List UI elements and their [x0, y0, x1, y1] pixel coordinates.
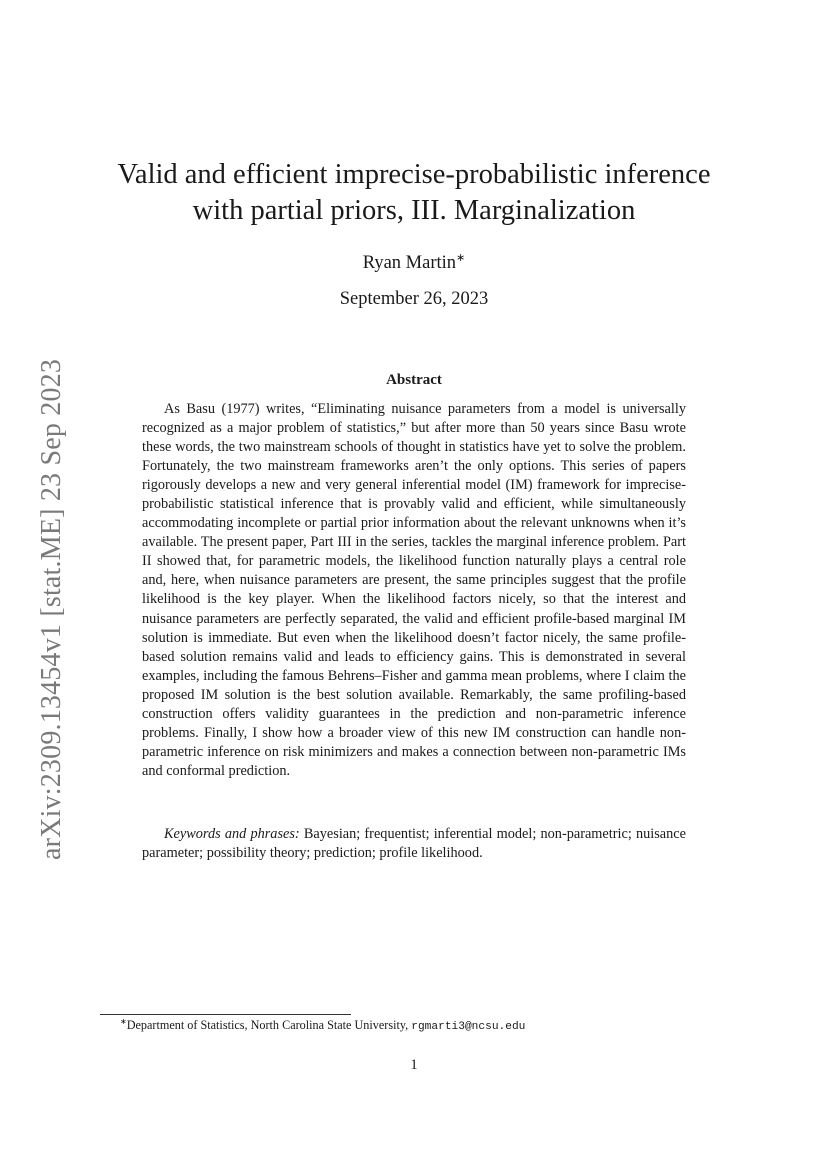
- keywords-paragraph: [142, 825, 686, 863]
- paper-title-line-1: Valid and efficient imprecise-probabilistic inference: [117, 159, 711, 190]
- paper-title: [100, 157, 728, 229]
- footnote-affiliation: Department of Statistics, North Carolina State University,: [126, 1018, 412, 1033]
- author-email: rgmarti3@ncsu.edu: [411, 1021, 526, 1034]
- paper-title-line-2: with partial priors, III. Marginalization: [192, 195, 636, 226]
- author-affiliation-footnote: [120, 1017, 525, 1033]
- footnote-divider: [100, 1014, 351, 1015]
- keywords-list: Bayesian; frequentist; inferential model; non-parametric; nuisance parameter; possibility theory; prediction; profile likelihood.: [142, 826, 686, 862]
- abstract-text: As Basu (1977) writes, “Eliminating nuisance parameters from a model is universally recognized as a major problem of statistics,” but after more than 50 years since Basu wrote these words, the two mainstream schools of thought in statistics have yet to solve the problem. Fortunately, the two mainstream frameworks aren’t the only options. This series of papers rigorously develops a new and very general inferential model (IM) framework for imprecise-probabilistic statistical inference that is provably valid and efficient, while simultaneously accommodating incomplete or partial prior information about the relevant unknowns when it’s available. The present paper, Part III in the series, tackles the marginal inference problem. Part II showed that, for parametric models, the likelihood function naturally plays a central role and, here, when nuisance parameters are present, the same principles suggest that the profile likelihood is the key player. When the likelihood factors nicely, so that the interest and nuisance parameters are perfectly separated, the valid and efficient profile-based marginal IM solution is immediate. But even when the likelihood doesn’t factor nicely, the same profile-based solution remains valid and leads to efficiency gains. This is demonstrated in several examples, including the famous Behrens–Fisher and gamma mean problems, where I claim the proposed IM solution is the best solution available. Remarkably, the same profiling-based construction offers validity guarantees in the prediction and non-parametric inference problems. Finally, I show how a broader view of this new IM construction can handle non-parametric inference on risk minimizers and makes a connection between non-parametric IMs and conformal prediction.: [142, 401, 686, 779]
- author-footnote-mark: ∗: [456, 252, 466, 264]
- author-line: [0, 251, 828, 274]
- footnote-mark: ∗: [120, 1017, 127, 1026]
- paper-date: September 26, 2023: [339, 289, 489, 309]
- arxiv-identifier-stamp: arXiv:2309.13454v1 [stat.ME] 23 Sep 2023: [36, 358, 67, 860]
- keywords-label: Keywords and phrases:: [164, 826, 300, 842]
- author-name: Ryan Martin: [362, 253, 457, 274]
- page-number: 1: [410, 1057, 418, 1073]
- abstract-heading: Abstract: [386, 372, 442, 388]
